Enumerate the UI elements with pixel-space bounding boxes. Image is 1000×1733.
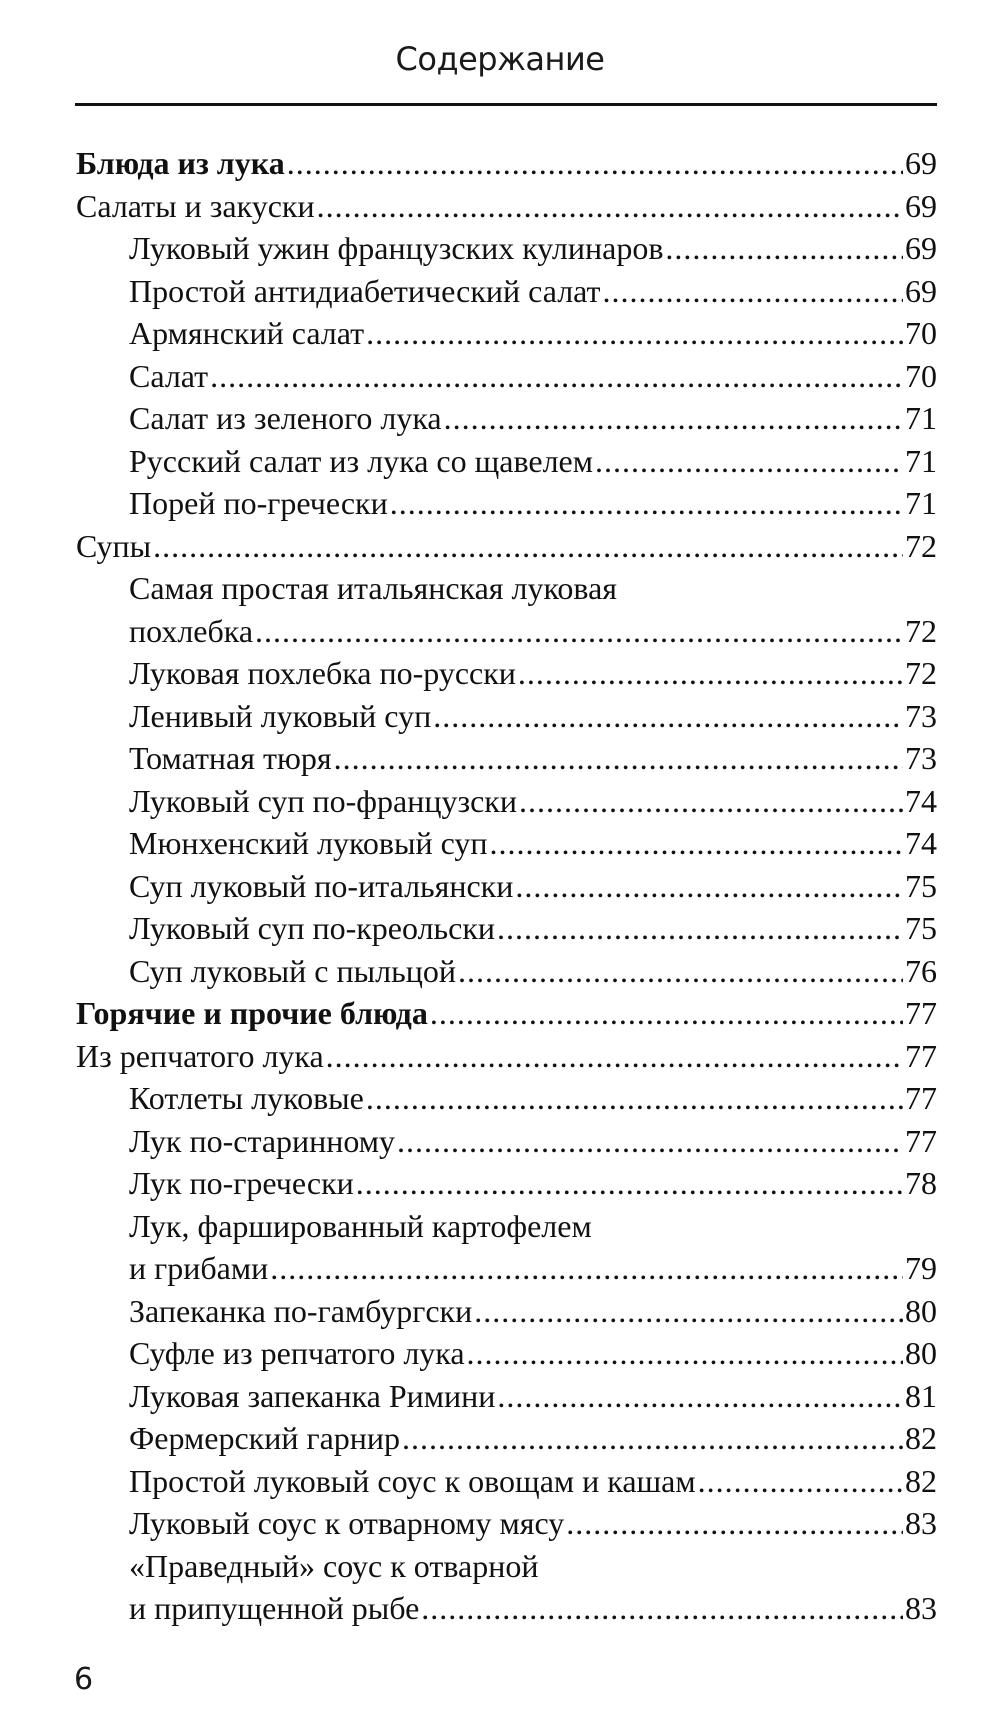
toc-dot-leader — [474, 1290, 903, 1333]
toc-entry — [76, 1120, 937, 1163]
toc-entry — [76, 312, 937, 355]
toc-dot-leader — [356, 1162, 903, 1205]
toc-entry-page: 72 — [905, 612, 937, 649]
toc-entry-title: Мюнхенский луковый суп — [129, 825, 488, 861]
toc-entry-page: 69 — [905, 230, 937, 266]
toc-entry-title: Салат из зеленого лука — [129, 400, 442, 436]
toc-entry-title: Запеканка по-гамбургски — [129, 1292, 473, 1329]
toc-entry-title: Луковая запеканка Римини — [129, 1377, 496, 1414]
toc-entry — [76, 652, 937, 695]
toc-entry — [76, 907, 937, 950]
toc-entry-page: 77 — [905, 995, 937, 1031]
toc-entry — [76, 1077, 937, 1120]
toc-dot-leader — [497, 907, 903, 950]
toc-dot-leader — [334, 737, 903, 780]
toc-entry-title: «Праведный» соус к отварной — [129, 1547, 539, 1584]
toc-entry-page: 82 — [905, 1420, 937, 1456]
toc-entry-title: Армянский салат — [129, 315, 365, 351]
toc-entry-page: 71 — [905, 400, 937, 436]
toc-entry-page: 70 — [905, 315, 937, 351]
toc-entry-page: 69 — [905, 272, 937, 309]
toc-dot-leader — [595, 440, 903, 483]
toc-entry-title: и припущенной рыбе — [129, 1590, 420, 1626]
toc-dot-leader — [566, 1502, 903, 1545]
toc-entry-page: 80 — [905, 1292, 937, 1329]
toc-entry — [76, 1162, 937, 1205]
toc-dot-leader — [421, 1587, 903, 1630]
toc-entry-title: Луковый соус к отварному мясу — [129, 1505, 565, 1541]
toc-entry-page: 77 — [905, 1037, 937, 1074]
toc-entry-title: Суп луковый по-итальянски — [129, 867, 514, 904]
toc-dot-leader — [444, 397, 903, 440]
toc-dot-leader — [270, 1247, 903, 1290]
toc-entry-title: Лук по-гречески — [129, 1165, 354, 1201]
header-divider — [75, 103, 937, 106]
toc-section-entry — [76, 142, 937, 185]
table-of-contents — [76, 142, 937, 1630]
toc-entry-page: 73 — [905, 697, 937, 734]
page-number: 6 — [74, 1662, 94, 1697]
toc-entry-page: 69 — [905, 145, 937, 181]
toc-dot-leader — [430, 992, 903, 1035]
toc-entry-title: Самая простая итальянская луковая — [129, 570, 617, 606]
toc-entry-title: Простой луковый соус к овощам и кашам — [129, 1462, 696, 1499]
toc-entry — [76, 440, 937, 483]
toc-entry-title: Котлеты луковые — [129, 1080, 364, 1116]
toc-entry — [76, 610, 937, 653]
toc-dot-leader — [397, 1120, 903, 1163]
toc-entry-page: 81 — [905, 1377, 937, 1414]
toc-entry — [76, 1417, 937, 1460]
toc-entry-title: Луковый суп по-французски — [129, 782, 517, 819]
toc-entry-page: 72 — [905, 655, 937, 691]
toc-dot-leader — [519, 780, 903, 823]
toc-dot-leader — [467, 1332, 903, 1375]
toc-entry — [76, 355, 937, 398]
toc-entry-title: Томатная тюря — [129, 740, 332, 776]
toc-dot-leader — [665, 227, 903, 270]
toc-entry — [76, 1545, 937, 1588]
toc-entry-page: 76 — [905, 952, 937, 989]
toc-entry-title: Блюда из лука — [76, 145, 285, 181]
toc-entry-page: 72 — [905, 527, 937, 564]
toc-entry-title: Фермерский гарнир — [129, 1420, 401, 1456]
toc-section-entry — [76, 185, 937, 228]
toc-entry — [76, 737, 937, 780]
toc-entry — [76, 482, 937, 525]
toc-entry — [76, 397, 937, 440]
page-header-title: Содержание — [395, 40, 605, 78]
toc-entry-page: 80 — [905, 1335, 937, 1371]
toc-entry — [76, 695, 937, 738]
toc-entry — [76, 227, 937, 270]
toc-entry — [76, 1290, 937, 1333]
toc-entry-page: 73 — [905, 740, 937, 776]
toc-entry-title: Суп луковый с пыльцой — [129, 952, 456, 989]
toc-dot-leader — [515, 865, 903, 908]
toc-dot-leader — [390, 482, 903, 525]
toc-dot-leader — [153, 525, 903, 568]
toc-dot-leader — [287, 142, 903, 185]
toc-entry-title: похлебка — [129, 612, 254, 649]
toc-section-entry — [76, 992, 937, 1035]
toc-entry-page: 71 — [905, 442, 937, 479]
toc-entry-title: Салат — [129, 357, 209, 394]
toc-dot-leader — [402, 1417, 903, 1460]
toc-entry-page: 75 — [905, 910, 937, 946]
toc-dot-leader — [603, 270, 903, 313]
toc-entry-title: Лук, фаршированный картофелем — [129, 1207, 592, 1244]
toc-dot-leader — [458, 950, 903, 993]
toc-entry-page: 77 — [905, 1080, 937, 1116]
toc-dot-leader — [518, 652, 903, 695]
toc-dot-leader — [366, 1077, 903, 1120]
toc-entry-page: 74 — [905, 782, 937, 819]
toc-entry-title: Супы — [76, 527, 152, 564]
toc-entry-page: 79 — [905, 1250, 937, 1286]
toc-entry — [76, 270, 937, 313]
toc-entry-page: 78 — [905, 1165, 937, 1201]
toc-entry-title: Лук по-старинному — [129, 1122, 396, 1159]
toc-dot-leader — [497, 1375, 903, 1418]
toc-entry-page: 82 — [905, 1462, 937, 1499]
toc-entry — [76, 1502, 937, 1545]
toc-entry-title: Из репчатого лука — [76, 1037, 324, 1074]
toc-entry — [76, 1587, 937, 1630]
toc-dot-leader — [698, 1460, 903, 1503]
toc-entry-title: Горячие и прочие блюда — [76, 995, 428, 1031]
toc-entry — [76, 822, 937, 865]
toc-entry-title: Порей по-гречески — [129, 485, 388, 521]
toc-entry-page: 69 — [905, 187, 937, 224]
toc-entry — [76, 865, 937, 908]
toc-entry-page: 71 — [905, 485, 937, 521]
toc-entry-page: 70 — [905, 357, 937, 394]
toc-dot-leader — [433, 695, 903, 738]
toc-dot-leader — [317, 185, 903, 228]
toc-entry — [76, 1247, 937, 1290]
toc-dot-leader — [366, 312, 903, 355]
toc-entry-page: 83 — [905, 1590, 937, 1626]
toc-entry-title: Ленивый луковый суп — [129, 697, 432, 734]
toc-section-entry — [76, 525, 937, 568]
toc-entry — [76, 567, 937, 610]
toc-entry-title: Луковый суп по-креольски — [129, 910, 496, 946]
toc-dot-leader — [210, 355, 903, 398]
toc-entry-title: Русский салат из лука со щавелем — [129, 442, 593, 479]
toc-entry-title: Салаты и закуски — [76, 187, 315, 224]
toc-dot-leader — [490, 822, 903, 865]
toc-entry — [76, 1332, 937, 1375]
toc-entry — [76, 1460, 937, 1503]
toc-entry — [76, 1375, 937, 1418]
toc-entry-title: Простой антидиабетический салат — [129, 272, 601, 309]
toc-entry-page: 77 — [905, 1122, 937, 1159]
toc-entry — [76, 950, 937, 993]
toc-entry — [76, 1205, 937, 1248]
toc-dot-leader — [255, 610, 903, 653]
toc-section-entry — [76, 1035, 937, 1078]
toc-entry-title: Суфле из репчатого лука — [129, 1335, 465, 1371]
toc-entry-title: Луковая похлебка по-русски — [129, 655, 516, 691]
toc-entry-page: 83 — [905, 1505, 937, 1541]
toc-entry-title: Луковый ужин французских кулинаров — [129, 230, 664, 266]
toc-entry-page: 75 — [905, 867, 937, 904]
toc-entry — [76, 780, 937, 823]
toc-dot-leader — [326, 1035, 903, 1078]
toc-entry-title: и грибами — [129, 1250, 269, 1286]
toc-entry-page: 74 — [905, 825, 937, 861]
